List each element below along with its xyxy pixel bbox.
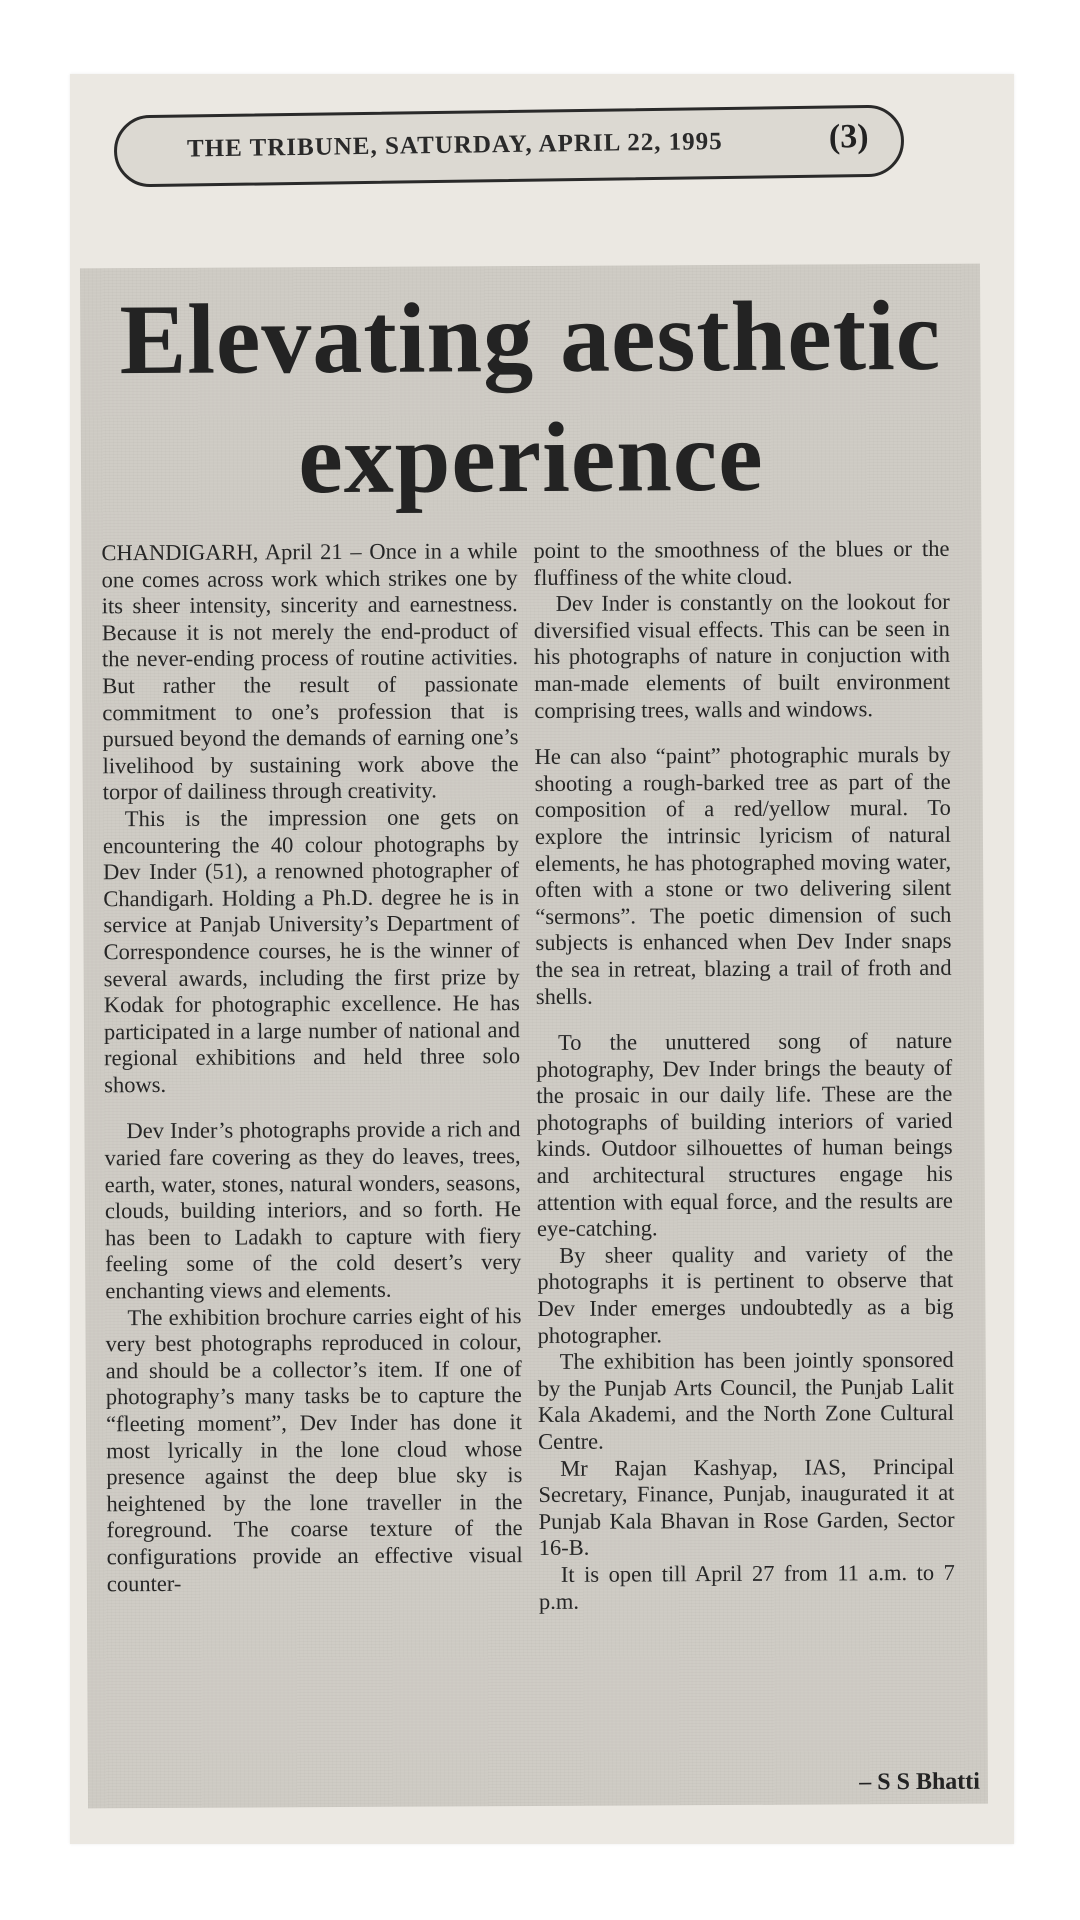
paragraph	[101, 538, 518, 806]
headline-line-2: experience	[298, 400, 764, 515]
paragraph: He can also “paint” photographic murals by shooting a rough-barked tree as part of the composition of a red/yellow mural. To explore the intrinsic lyricism of natural elements, he has photographed moving water, often with a stone or two delivering silent “sermons”. The poetic dimension of such subjects is enhanced when Dev Inder snaps the sea in retreat, blazing a trail of froth and shells.	[534, 741, 952, 1009]
article-clipping	[80, 264, 988, 1809]
paragraph: The exhibition has been jointly sponsored by the Punjab Arts Council, the Punjab Lalit Kala Akademi, and the North Zone Cultural Centre.	[537, 1347, 955, 1454]
paragraph: Dev Inder’s photographs provide a rich and varied fare covering as they do leaves, trees, earth, water, stones, natural wonders, seasons, clouds, building interiors, and so forth. He has been to Ladakh to capture with fiery feeling some of the cold desert’s very enchanting views and elements.	[104, 1116, 522, 1304]
newspaper-masthead	[114, 104, 905, 187]
article-body	[101, 536, 978, 1791]
masthead-title: THE TRIBUNE, SATURDAY, APRIL 22, 1995	[186, 128, 723, 163]
dateline: CHANDIGARH, April 21 –	[101, 538, 362, 566]
photographed-page	[70, 74, 1014, 1844]
paragraph: point to the smoothness of the blues or the fluffiness of the white cloud.	[533, 535, 950, 590]
left-column	[101, 538, 523, 1597]
article-headline	[80, 276, 981, 521]
masthead-page-number: (3)	[828, 117, 869, 156]
paragraph: To the unuttered song of nature photography, Dev Inder brings the beauty of the prosaic in our daily life. These are the photographs of building interiors of varied kinds. Outdoor silhouettes of human beings and architectural structures engage his attention with equal force, and the results are eye-catching.	[536, 1027, 953, 1242]
headline-line-1: Elevating aesthetic	[119, 279, 942, 396]
paragraph: It is open till April 27 from 11 a.m. to 7 p.m.	[538, 1559, 955, 1614]
paragraph: Dev Inder is constantly on the lookout for diversified visual effects. This can be seen in his photographs of nature in conjuction with man-made elements of built environment comprising trees, walls and windows.	[533, 589, 951, 723]
paragraph: Mr Rajan Kashyap, IAS, Principal Secretary, Finance, Punjab, inaugurated it at Punjab Kala Bhavan in Rose Garden, Sector 16-B.	[538, 1453, 955, 1561]
right-column	[533, 536, 955, 1615]
paragraph: This is the impression one gets on encountering the 40 colour photographs by Dev Inder (51), a renowned photographer of Chandigarh. Holding a Ph.D. degree he is in service at Panjab University’s Department of Correspondence courses, he is the winner of several awards, including the first prize by Kodak for photographic excellence. He has participated in a large number of national and regional exhibitions and held three solo shows.	[102, 804, 521, 1098]
paragraph: The exhibition brochure carries eight of his very best photographs reproduced in colour, and should be a collector’s item. If one of photography’s many tasks be to capture the “fleeting moment”, Dev Inder has done it most lyrically in the lone cloud whose presence against the deep blue sky is heightened by the lone traveller in the foreground. The coarse texture of the configurations provide an effective visual counter-	[105, 1302, 523, 1596]
paragraph-text: Once in a while one comes across work which strikes one by its sheer intensity, sincerity and earnestness. Because it is not merely the end-product of the never-ending process of routine activities. But rather the result of passionate commitment to one’s profession that is pursued beyond the demands of earning one’s livelihood by sustaining work above the torpor of dailiness through creativity.	[101, 538, 519, 805]
article-byline: – S S Bhatti	[859, 1768, 980, 1796]
paragraph: By sheer quality and variety of the photographs it is pertinent to observe that Dev Inder emerges undoubtedly as a big photographer.	[537, 1240, 954, 1348]
